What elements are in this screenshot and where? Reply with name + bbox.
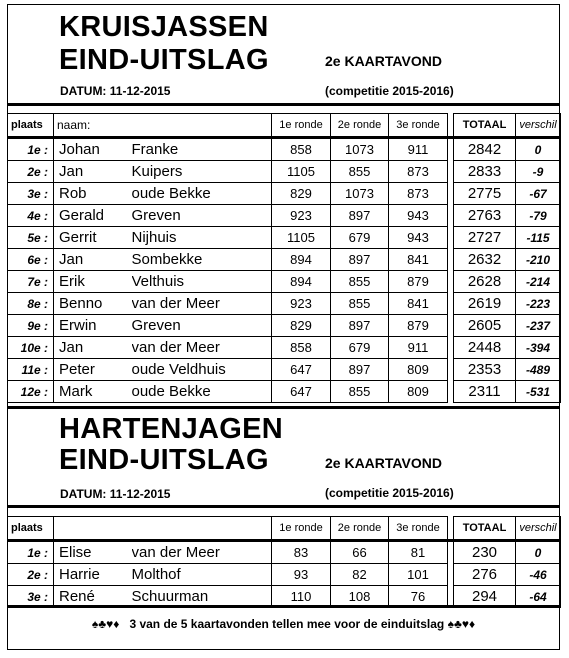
total-cell: 2619 <box>454 293 516 315</box>
rank-cell: 3e : <box>8 586 54 608</box>
table-row <box>8 227 561 249</box>
col-header-r3: 3e ronde <box>389 517 448 541</box>
first-name-cell: Gerald <box>54 205 132 227</box>
hartenjagen-title: HARTENJAGEN <box>59 413 284 445</box>
last-name-cell: oude Veldhuis <box>132 359 272 381</box>
round3-cell: 841 <box>389 293 448 315</box>
table-row <box>8 249 561 271</box>
round2-cell: 897 <box>331 315 389 337</box>
round2-cell: 679 <box>331 227 389 249</box>
col-header-naam: naam: <box>54 114 272 138</box>
last-name-cell: Nijhuis <box>132 227 272 249</box>
round3-cell: 943 <box>389 227 448 249</box>
total-cell: 2311 <box>454 381 516 403</box>
round1-cell: 647 <box>272 359 331 381</box>
round1-cell: 894 <box>272 271 331 293</box>
last-name-cell: oude Bekke <box>132 381 272 403</box>
round3-cell: 101 <box>389 564 448 586</box>
round1-cell: 1105 <box>272 227 331 249</box>
rank-cell: 8e : <box>8 293 54 315</box>
rank-cell: 12e : <box>8 381 54 403</box>
kruisjassen-subtitle: EIND-UITSLAG <box>59 44 269 76</box>
round2-cell: 855 <box>331 293 389 315</box>
table-header-row <box>8 517 561 541</box>
kruisjassen-results-table <box>7 113 561 403</box>
difference-cell: -394 <box>516 337 561 359</box>
first-name-cell: Erwin <box>54 315 132 337</box>
first-name-cell: Jan <box>54 161 132 183</box>
col-header-totaal: TOTAAL <box>454 114 516 138</box>
last-name-cell: Molthof <box>132 564 272 586</box>
divider <box>7 505 560 508</box>
col-header-r1: 1e ronde <box>272 517 331 541</box>
hartenjagen-competitie: (competitie 2015-2016) <box>325 486 454 500</box>
total-cell: 2448 <box>454 337 516 359</box>
kruisjassen-avond: 2e KAARTAVOND <box>325 53 442 69</box>
rank-cell: 10e : <box>8 337 54 359</box>
round1-cell: 923 <box>272 205 331 227</box>
difference-cell: -9 <box>516 161 561 183</box>
difference-cell: -489 <box>516 359 561 381</box>
last-name-cell: van der Meer <box>132 337 272 359</box>
round3-cell: 809 <box>389 381 448 403</box>
table-row <box>8 138 561 161</box>
first-name-cell: Peter <box>54 359 132 381</box>
round1-cell: 829 <box>272 315 331 337</box>
last-name-cell: oude Bekke <box>132 183 272 205</box>
rank-cell: 3e : <box>8 183 54 205</box>
total-cell: 230 <box>454 541 516 564</box>
rank-cell: 11e : <box>8 359 54 381</box>
difference-cell: -214 <box>516 271 561 293</box>
rank-cell: 6e : <box>8 249 54 271</box>
col-header-r2: 2e ronde <box>331 517 389 541</box>
round2-cell: 855 <box>331 381 389 403</box>
total-cell: 2775 <box>454 183 516 205</box>
table-row <box>8 541 561 564</box>
round1-cell: 1105 <box>272 161 331 183</box>
difference-cell: -210 <box>516 249 561 271</box>
first-name-cell: Jan <box>54 249 132 271</box>
kruisjassen-competitie: (competitie 2015-2016) <box>325 84 454 98</box>
round3-cell: 911 <box>389 138 448 161</box>
last-name-cell: van der Meer <box>132 541 272 564</box>
col-header-r1: 1e ronde <box>272 114 331 138</box>
first-name-cell: René <box>54 586 132 608</box>
round2-cell: 108 <box>331 586 389 608</box>
total-cell: 294 <box>454 586 516 608</box>
round2-cell: 855 <box>331 271 389 293</box>
round1-cell: 894 <box>272 249 331 271</box>
round1-cell: 110 <box>272 586 331 608</box>
last-name-cell: Schuurman <box>132 586 272 608</box>
hartenjagen-subtitle: EIND-UITSLAG <box>59 444 269 476</box>
round2-cell: 66 <box>331 541 389 564</box>
rank-cell: 1e : <box>8 138 54 161</box>
total-cell: 2833 <box>454 161 516 183</box>
last-name-cell: Franke <box>132 138 272 161</box>
total-cell: 2842 <box>454 138 516 161</box>
table-row <box>8 359 561 381</box>
col-header-r2: 2e ronde <box>331 114 389 138</box>
difference-cell: -79 <box>516 205 561 227</box>
difference-cell: -46 <box>516 564 561 586</box>
round1-cell: 858 <box>272 138 331 161</box>
last-name-cell: Kuipers <box>132 161 272 183</box>
round3-cell: 76 <box>389 586 448 608</box>
total-cell: 2763 <box>454 205 516 227</box>
last-name-cell: Sombekke <box>132 249 272 271</box>
difference-cell: -115 <box>516 227 561 249</box>
col-header-plaats: plaats <box>8 114 54 138</box>
round3-cell: 841 <box>389 249 448 271</box>
col-header-verschil: verschil <box>516 517 561 541</box>
table-row <box>8 315 561 337</box>
round2-cell: 82 <box>331 564 389 586</box>
difference-cell: -237 <box>516 315 561 337</box>
rank-cell: 2e : <box>8 564 54 586</box>
last-name-cell: Greven <box>132 315 272 337</box>
table-row <box>8 564 561 586</box>
table-row <box>8 183 561 205</box>
rank-cell: 1e : <box>8 541 54 564</box>
round1-cell: 647 <box>272 381 331 403</box>
round3-cell: 873 <box>389 161 448 183</box>
table-row <box>8 381 561 403</box>
divider <box>7 406 560 409</box>
table-row <box>8 271 561 293</box>
first-name-cell: Gerrit <box>54 227 132 249</box>
footer-text: 3 van de 5 kaartavonden tellen mee voor de einduitslag <box>129 617 445 631</box>
round3-cell: 943 <box>389 205 448 227</box>
round2-cell: 897 <box>331 205 389 227</box>
difference-cell: -223 <box>516 293 561 315</box>
round2-cell: 1073 <box>331 138 389 161</box>
card-suits-icon: ♠♣♥♦ <box>91 617 120 631</box>
total-cell: 276 <box>454 564 516 586</box>
hartenjagen-datum: DATUM: 11-12-2015 <box>60 487 171 501</box>
kruisjassen-datum: DATUM: 11-12-2015 <box>60 84 171 98</box>
rank-cell: 9e : <box>8 315 54 337</box>
table-row <box>8 161 561 183</box>
first-name-cell: Rob <box>54 183 132 205</box>
round2-cell: 679 <box>331 337 389 359</box>
last-name-cell: Greven <box>132 205 272 227</box>
round3-cell: 879 <box>389 271 448 293</box>
round1-cell: 93 <box>272 564 331 586</box>
difference-cell: 0 <box>516 138 561 161</box>
table-header-row <box>8 114 561 138</box>
total-cell: 2605 <box>454 315 516 337</box>
round3-cell: 879 <box>389 315 448 337</box>
first-name-cell: Elise <box>54 541 132 564</box>
round3-cell: 809 <box>389 359 448 381</box>
col-header-naam <box>54 517 272 541</box>
first-name-cell: Erik <box>54 271 132 293</box>
round1-cell: 923 <box>272 293 331 315</box>
hartenjagen-results-table <box>7 516 561 608</box>
first-name-cell: Jan <box>54 337 132 359</box>
table-row <box>8 293 561 315</box>
round1-cell: 858 <box>272 337 331 359</box>
total-cell: 2632 <box>454 249 516 271</box>
rank-cell: 2e : <box>8 161 54 183</box>
round2-cell: 1073 <box>331 183 389 205</box>
total-cell: 2628 <box>454 271 516 293</box>
round1-cell: 83 <box>272 541 331 564</box>
round3-cell: 873 <box>389 183 448 205</box>
footer-note <box>7 617 560 631</box>
rank-cell: 7e : <box>8 271 54 293</box>
divider <box>7 605 560 608</box>
first-name-cell: Benno <box>54 293 132 315</box>
round3-cell: 81 <box>389 541 448 564</box>
last-name-cell: Velthuis <box>132 271 272 293</box>
hartenjagen-avond: 2e KAARTAVOND <box>325 455 442 471</box>
total-cell: 2353 <box>454 359 516 381</box>
first-name-cell: Harrie <box>54 564 132 586</box>
round3-cell: 911 <box>389 337 448 359</box>
round2-cell: 855 <box>331 161 389 183</box>
round2-cell: 897 <box>331 359 389 381</box>
divider <box>7 103 560 106</box>
last-name-cell: van der Meer <box>132 293 272 315</box>
col-header-r3: 3e ronde <box>389 114 448 138</box>
round2-cell: 897 <box>331 249 389 271</box>
first-name-cell: Johan <box>54 138 132 161</box>
table-row <box>8 337 561 359</box>
difference-cell: -531 <box>516 381 561 403</box>
difference-cell: 0 <box>516 541 561 564</box>
table-row <box>8 205 561 227</box>
col-header-totaal: TOTAAL <box>454 517 516 541</box>
first-name-cell: Mark <box>54 381 132 403</box>
kruisjassen-title: KRUISJASSEN <box>59 11 269 43</box>
card-suits-icon: ♠♣♥♦ <box>447 617 476 631</box>
difference-cell: -67 <box>516 183 561 205</box>
round1-cell: 829 <box>272 183 331 205</box>
difference-cell: -64 <box>516 586 561 608</box>
col-header-verschil: verschil <box>516 114 561 138</box>
total-cell: 2727 <box>454 227 516 249</box>
col-header-plaats: plaats <box>8 517 54 541</box>
rank-cell: 5e : <box>8 227 54 249</box>
rank-cell: 4e : <box>8 205 54 227</box>
